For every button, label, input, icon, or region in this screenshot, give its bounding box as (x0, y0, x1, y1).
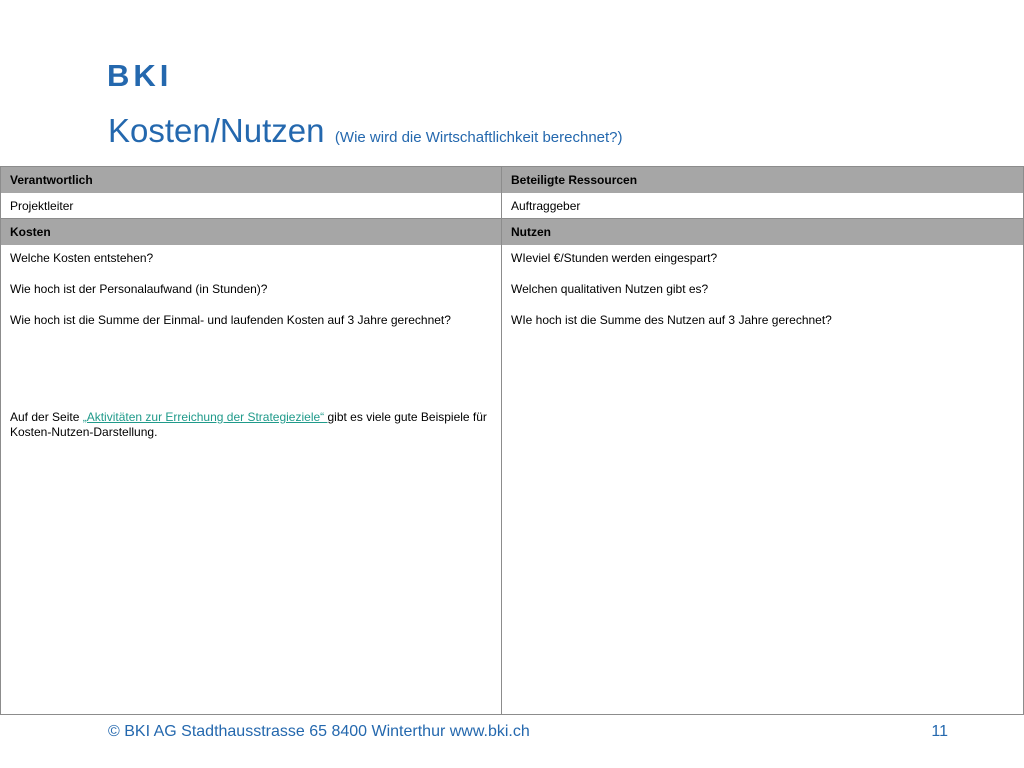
row-roles (1, 193, 1023, 219)
footer-address: © BKI AG Stadthausstrasse 65 8400 Winterthur www.bki.ch (108, 723, 530, 740)
header-row-responsibility (1, 167, 1023, 193)
nutzen-cell (502, 245, 1023, 714)
kosten-question: Wie hoch ist die Summe der Einmal- und laufenden Kosten auf 3 Jahre gerechnet? (10, 313, 451, 327)
cell-auftraggeber: Auftraggeber (511, 198, 581, 213)
cost-benefit-table (0, 166, 1024, 715)
bki-logo: BKI (107, 58, 173, 93)
title-subtitle: (Wie wird die Wirtschaftlichkeit berechnet?) (334, 129, 623, 146)
header-nutzen: Nutzen (511, 225, 551, 239)
header-beteiligte-ressourcen: Beteiligte Ressourcen (511, 173, 638, 187)
examples-note (10, 410, 492, 440)
nutzen-question: WIe hoch ist die Summe des Nutzen auf 3 Jahre gerechnet? (511, 313, 832, 327)
note-suffix: gibt es viele gute Beispiele für Kosten-Nutzen-Darstellung. (10, 410, 487, 439)
kosten-cell (1, 245, 502, 714)
footer (108, 723, 948, 741)
header-kosten: Kosten (1, 219, 502, 245)
row-questions (1, 245, 1023, 714)
nutzen-question: Welchen qualitativen Nutzen gibt es? (511, 282, 709, 296)
page-number: 11 (931, 723, 948, 740)
header-verantwortlich: Verantwortlich (1, 167, 502, 193)
cell-projektleiter: Projektleiter (1, 193, 502, 218)
note-prefix: Auf der Seite (10, 410, 83, 424)
title-main: Kosten/Nutzen (108, 112, 325, 149)
header-row-cost-benefit (1, 219, 1023, 245)
kosten-question: Welche Kosten entstehen? (10, 251, 154, 265)
nutzen-question: WIeviel €/Stunden werden eingespart? (511, 251, 718, 265)
kosten-question: Wie hoch ist der Personalaufwand (in Stunden)? (10, 282, 268, 296)
page-title (108, 112, 623, 150)
strategieziele-link[interactable]: „Aktivitäten zur Erreichung der Strategieziele“ (82, 410, 328, 424)
